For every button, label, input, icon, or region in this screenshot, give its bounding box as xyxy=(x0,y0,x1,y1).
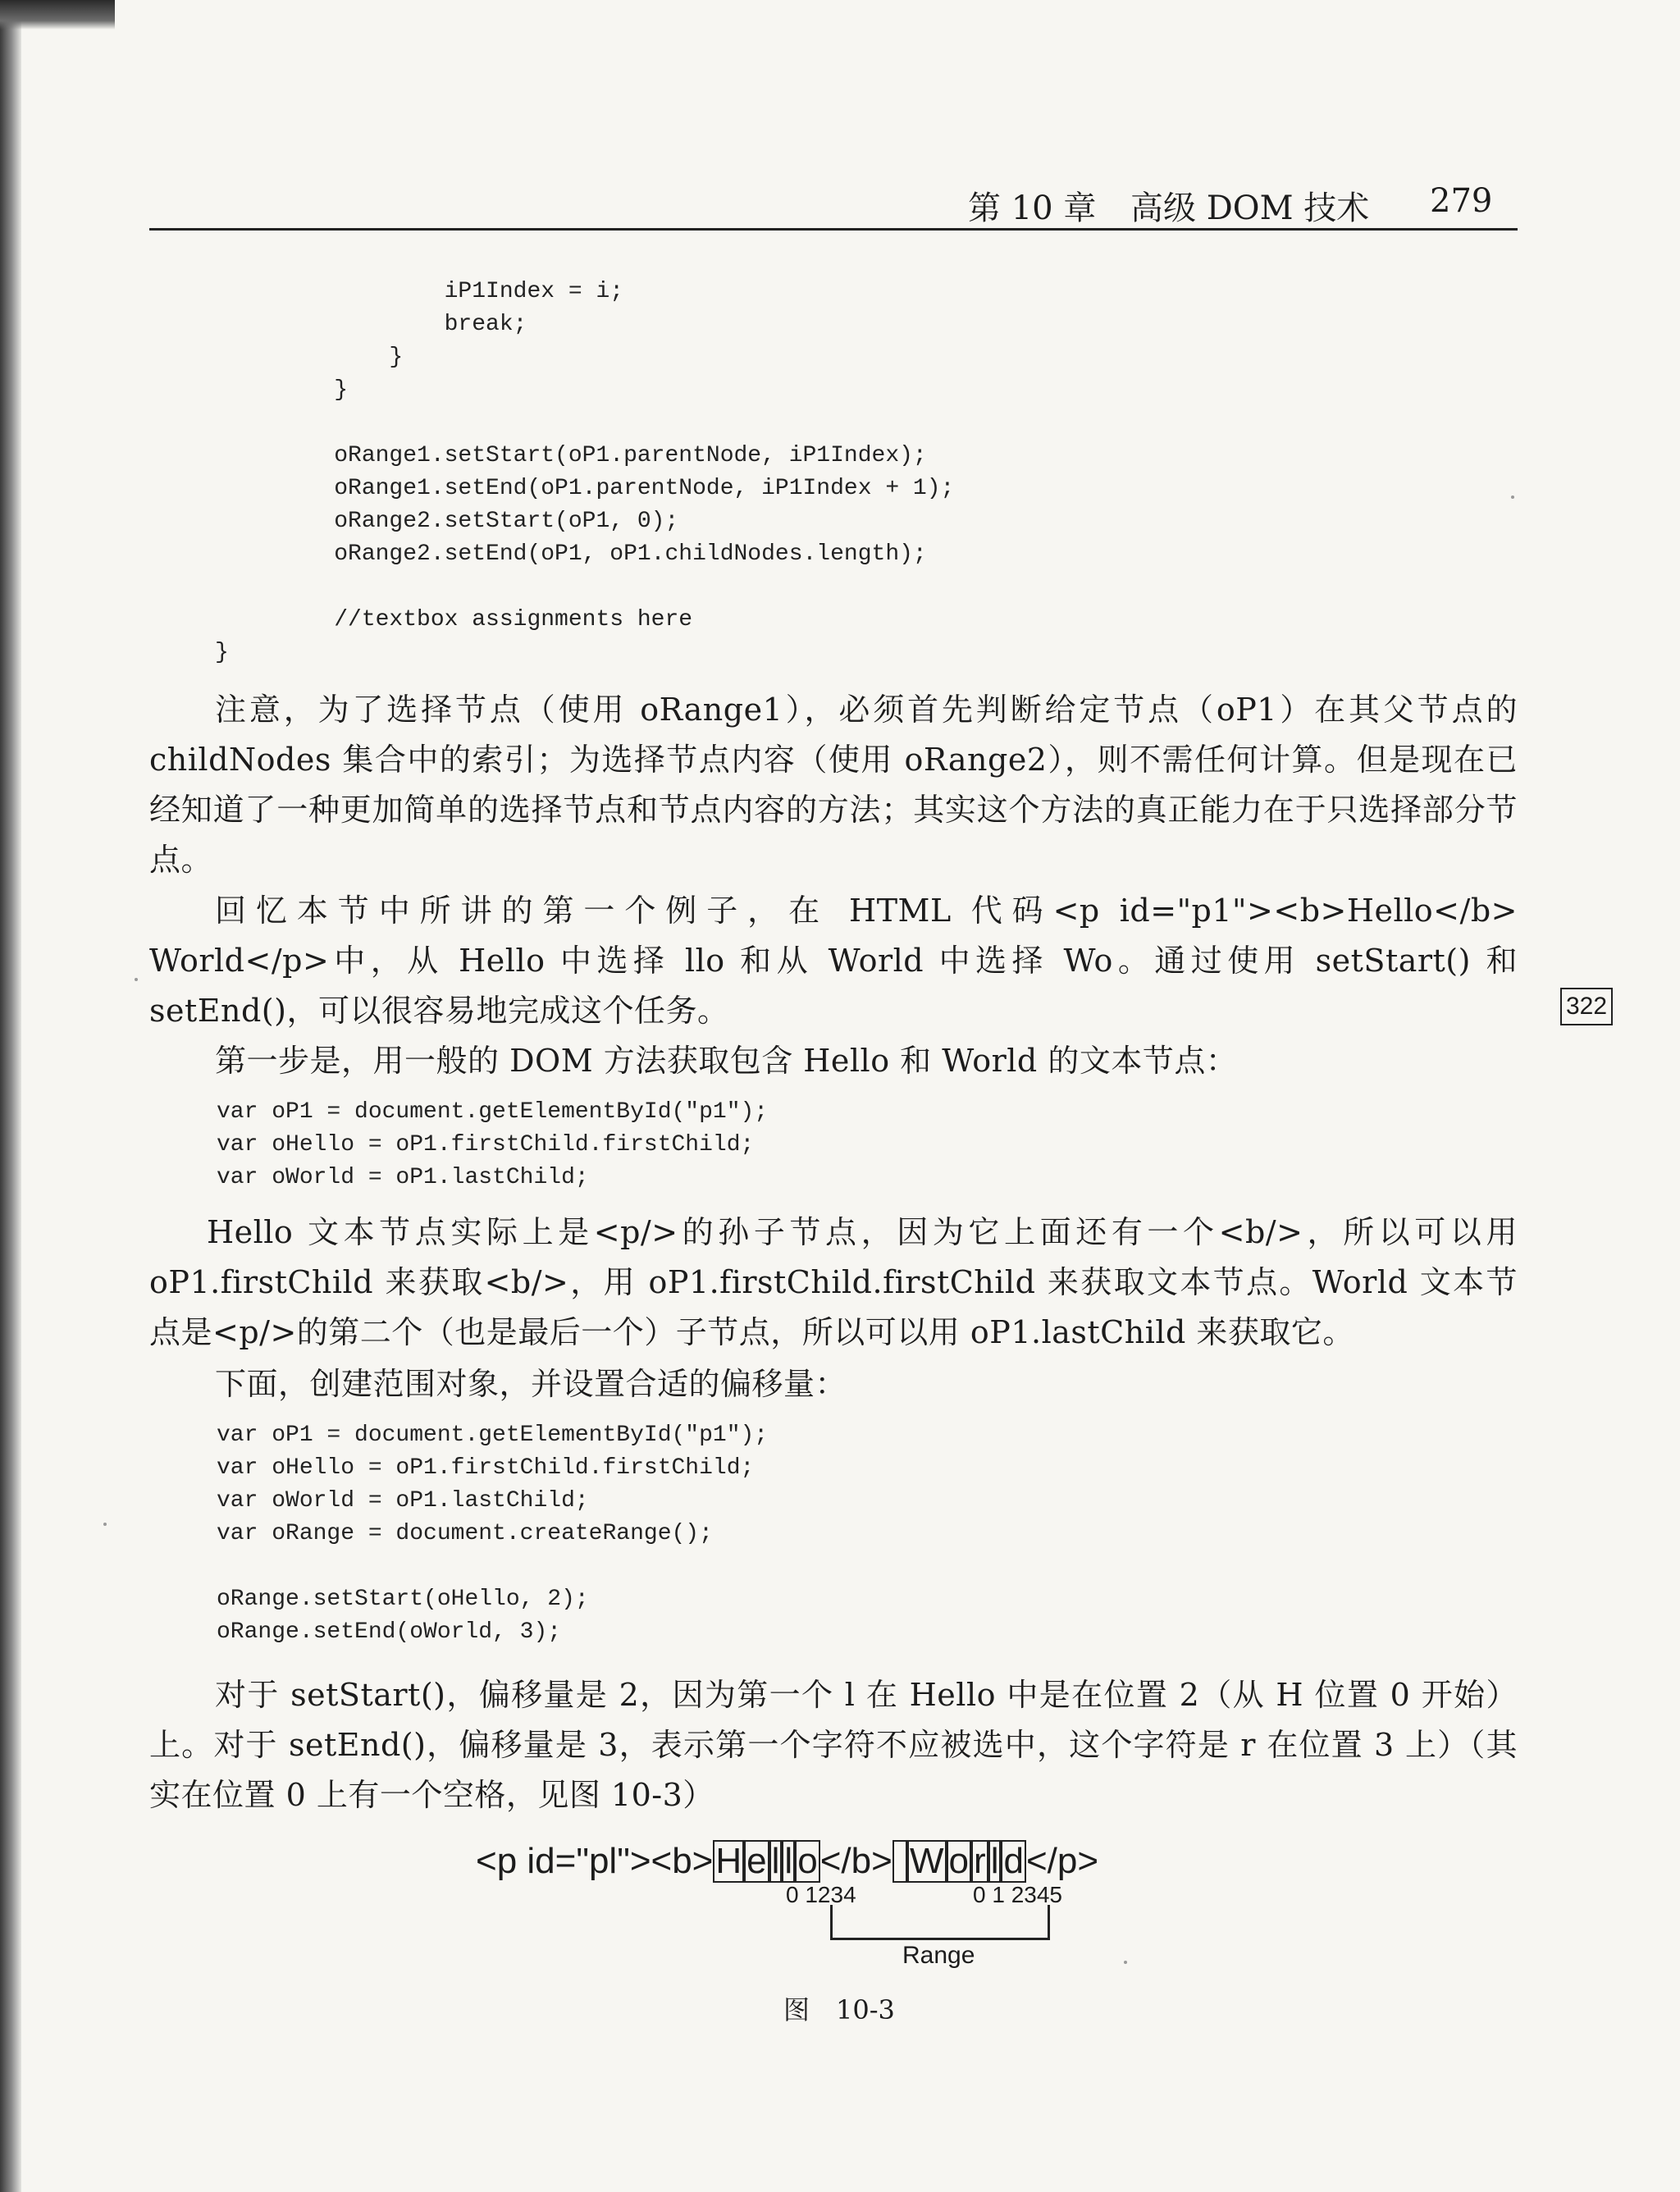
code-line: var oWorld = oP1.lastChild; xyxy=(217,1165,589,1190)
paragraph-2: 回忆本节中所讲的第一个例子，在 HTML 代码<p id="p1"><b>Hello</b> World</p>中，从 Hello 中选择 llo 和从 World 中选择 Wo。通过使用 setStart() 和 setEnd()，可以很容易地完成这个任务。 xyxy=(149,893,1518,1029)
paragraph-5: 下面，创建范围对象，并设置合适的偏移量： xyxy=(215,1366,847,1402)
code-line: var oHello = oP1.firstChild.firstChild; xyxy=(217,1455,755,1481)
letter-box: d xyxy=(1001,1840,1025,1883)
code-line: oRange2.setEnd(oP1, oP1.childNodes.length); xyxy=(279,541,927,567)
code-line: oRange1.setEnd(oP1.parentNode, iP1Index + 1); xyxy=(279,476,955,501)
letter-box: l xyxy=(988,1840,1002,1883)
figure-prefix: <p id="pl"><b> xyxy=(476,1841,714,1881)
figure-caption: 图 10-3 xyxy=(783,1994,895,2025)
hello-offsets: 0 1234 xyxy=(786,1882,856,1907)
code-line: var oWorld = oP1.lastChild; xyxy=(217,1488,589,1514)
paragraph-1: 注意，为了选择节点（使用 oRange1），必须首先判断给定节点（oP1）在其父节点的 childNodes 集合中的索引；为选择节点内容（使用 oRange2），则不需任何计算。但是现在已经知道了一种更加简单的选择节点和节点内容的方法；其实这个方法的真正能力在于只选择部分节点。 xyxy=(149,692,1518,878)
paragraph-3: 第一步是，用一般的 DOM 方法获取包含 Hello 和 World 的文本节点： xyxy=(215,1043,1238,1079)
scan-speck xyxy=(135,978,138,981)
chapter-label: 第 10 章 xyxy=(968,190,1097,227)
code-line: oRange2.setStart(oP1, 0); xyxy=(279,509,679,534)
code-line: var oP1 = document.getElementById("p1"); xyxy=(217,1099,769,1125)
book-spine-shadow xyxy=(0,0,21,2192)
hello-letters xyxy=(713,1841,819,1881)
figure-middle: </b> xyxy=(819,1841,892,1881)
scan-speck xyxy=(1124,1961,1127,1964)
letter-box: e xyxy=(744,1840,769,1883)
code-line: } xyxy=(279,345,404,370)
code-line: var oHello = oP1.firstChild.firstChild; xyxy=(217,1132,755,1158)
range-label: Range xyxy=(902,1942,975,1969)
code-line: var oRange = document.createRange(); xyxy=(217,1521,713,1546)
world-letters xyxy=(892,1841,1026,1881)
code-line: var oP1 = document.getElementById("p1"); xyxy=(217,1423,769,1448)
paragraph-4: Hello 文本节点实际上是<p/>的孙子节点，因为它上面还有一个<b/>，所以可以用 oP1.firstChild 来获取<b/>，用 oP1.firstChild.firstChild 来获取文本节点。World 文本节点是<p/>的第二个（也是最后一个）子节点，所以可以用 oP1.lastChild 来获取它。 xyxy=(149,1214,1518,1350)
letter-box: o xyxy=(795,1840,819,1883)
code-line: //textbox assignments here xyxy=(279,607,693,632)
running-header xyxy=(968,182,1493,231)
code-line: } xyxy=(215,640,229,665)
letter-box: o xyxy=(947,1840,971,1883)
world-offsets: 0 1 2345 xyxy=(973,1882,1062,1907)
letter-box: r xyxy=(971,1840,988,1883)
margin-page-reference: 322 xyxy=(1560,988,1613,1025)
header-rule xyxy=(149,228,1518,231)
figure-html-line xyxy=(476,1838,1098,1885)
paragraph-6: 对于 setStart()，偏移量是 2，因为第一个 l 在 Hello 中是在位置 2（从 H 位置 0 开始）上。对于 setEnd()，偏移量是 3，表示第一个字符不应被选中，这个字符是 r 在位置 3 上）（其实在位置 0 上有一个空格，见图 10-3） xyxy=(149,1677,1518,1813)
scan-corner-shadow xyxy=(0,0,115,30)
figure-suffix: </p> xyxy=(1025,1841,1099,1881)
letter-box: l xyxy=(782,1840,795,1883)
code-line: } xyxy=(279,377,349,403)
letter-box: W xyxy=(907,1840,947,1883)
scan-speck xyxy=(1511,495,1514,499)
page-number: 279 xyxy=(1430,182,1493,220)
code-line: oRange1.setStart(oP1.parentNode, iP1Index); xyxy=(279,443,927,468)
code-line: oRange.setStart(oHello, 2); xyxy=(217,1587,589,1612)
code-line: iP1Index = i; xyxy=(279,279,624,304)
code-line: oRange.setEnd(oWorld, 3); xyxy=(217,1619,562,1645)
letter-box xyxy=(892,1840,907,1883)
letter-box: H xyxy=(713,1840,744,1883)
chapter-title: 高级 DOM 技术 xyxy=(1130,190,1370,227)
scan-speck xyxy=(103,1523,107,1526)
letter-box: l xyxy=(769,1840,783,1883)
range-bracket xyxy=(830,1905,1050,1940)
code-line: break; xyxy=(279,312,527,337)
